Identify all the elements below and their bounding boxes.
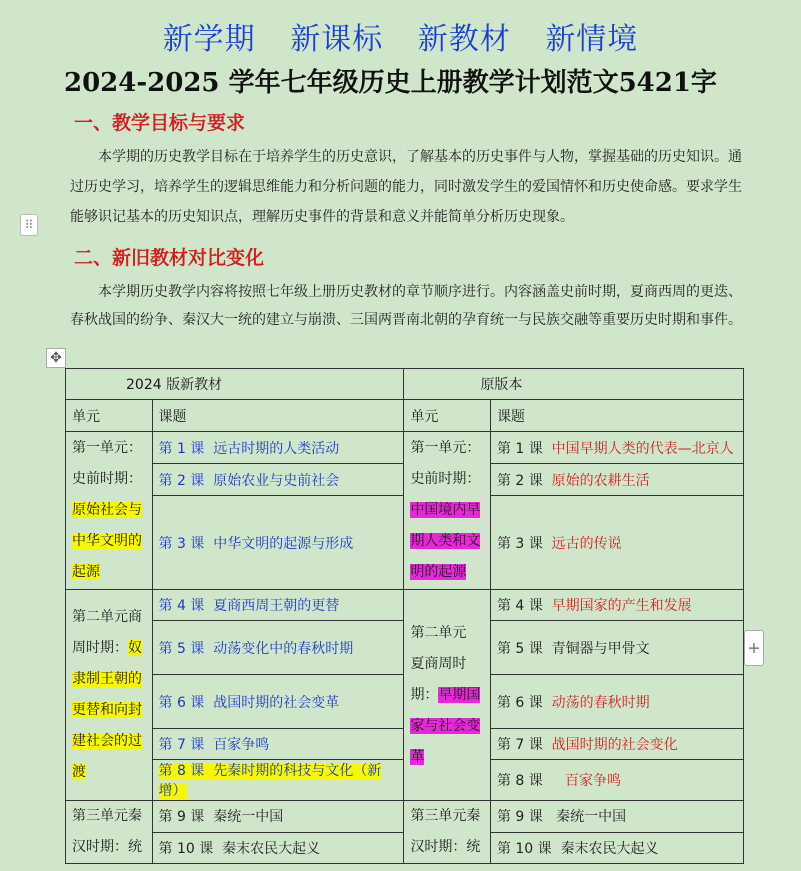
banner-item: 新学期: [162, 22, 256, 57]
header-new: 2024 版新教材: [66, 369, 404, 400]
lesson-cell: 第 6 课 战国时期的社会变革: [152, 675, 404, 729]
subheader-unit: 单元: [404, 400, 491, 432]
lesson-cell: 第 1 课 中国早期人类的代表—北京人: [490, 432, 743, 464]
lesson-cell: 第 2 课 原始农业与史前社会: [152, 464, 404, 496]
lesson-cell: 第 7 课 百家争鸣: [152, 729, 404, 760]
paragraph-goals: 本学期的历史教学目标在于培养学生的历史意识，了解基本的历史事件与人物，掌握基础的历史知识。通过历史学习，培养学生的逻辑思维能力和分析问题的能力，同时激发学生的爱国情怀和历史使命感。要求学生能够识记基本的历史知识点，理解历史事件的背景和意义并能简单分析历史现象。: [70, 149, 742, 225]
subheader-lesson: 课题: [152, 400, 404, 432]
lesson-cell: 第 8 课 先秦时期的科技与文化（新增）: [152, 760, 404, 801]
lesson-cell: 第 5 课 动荡变化中的春秋时期: [152, 621, 404, 675]
subheader-lesson: 课题: [490, 400, 743, 432]
lesson-cell: 第 7 课 战国时期的社会变化: [490, 729, 743, 760]
lesson-cell: 第 9 课 秦统一中国: [490, 801, 743, 833]
lesson-cell: 第 9 课 秦统一中国: [152, 801, 404, 833]
unit-cell: 第二单元商周时期：奴隶制王朝的更替和向封建社会的过渡: [66, 590, 153, 801]
table-move-icon[interactable]: ✥: [46, 348, 66, 368]
subheader-unit: 单元: [66, 400, 153, 432]
lesson-cell: 第 10 课 秦末农民大起义: [490, 832, 743, 864]
lesson-cell: 第 2 课 原始的农耕生活: [490, 464, 743, 496]
lesson-cell: 第 3 课 远古的传说: [490, 496, 743, 590]
section-heading-goals: 一、教学目标与要求: [74, 112, 246, 134]
paragraph-compare: 本学期历史教学内容将按照七年级上册历史教材的章节顺序进行。内容涵盖史前时期，夏商西周的更迭、春秋战国的纷争、秦汉大一统的建立与崩溃、三国两晋南北朝的孕育统一与民族交融等重要历史时期和事件。: [70, 284, 742, 328]
section-heading-compare: 二、新旧教材对比变化: [74, 247, 265, 269]
page-title: 2024-2025 学年七年级历史上册教学计划范文5421字: [64, 68, 717, 98]
unit-cell: 第一单元：史前时期：原始社会与中华文明的起源: [66, 432, 153, 590]
unit-cell: 第一单元：史前时期：中国境内早期人类和文明的起源: [404, 432, 491, 590]
lesson-cell: 第 4 课 夏商西周王朝的更替: [152, 590, 404, 621]
unit-cell: 第三单元秦汉时期：统: [404, 801, 491, 864]
unit-cell: 第二单元 夏商周时期：早期国家与社会变革: [404, 590, 491, 801]
lesson-cell: 第 8 课 百家争鸣: [490, 760, 743, 801]
header-old: 原版本: [404, 369, 744, 400]
lesson-cell: 第 3 课 中华文明的起源与形成: [152, 496, 404, 590]
banner: [0, 14, 801, 58]
lesson-cell: 第 6 课 动荡的春秋时期: [490, 675, 743, 729]
drag-handle-icon[interactable]: ⠿: [20, 214, 38, 236]
banner-item: 新课标: [290, 22, 384, 57]
banner-item: 新情境: [545, 22, 639, 57]
comparison-table: [65, 368, 744, 864]
banner-item: 新教材: [417, 22, 511, 57]
lesson-cell: 第 5 课 青铜器与甲骨文: [490, 621, 743, 675]
unit-cell: 第三单元秦汉时期：统: [66, 801, 153, 864]
add-column-icon[interactable]: +: [744, 630, 764, 666]
lesson-cell: 第 4 课 早期国家的产生和发展: [490, 590, 743, 621]
lesson-cell: 第 1 课 远古时期的人类活动: [152, 432, 404, 464]
lesson-cell: 第 10 课 秦末农民大起义: [152, 832, 404, 864]
